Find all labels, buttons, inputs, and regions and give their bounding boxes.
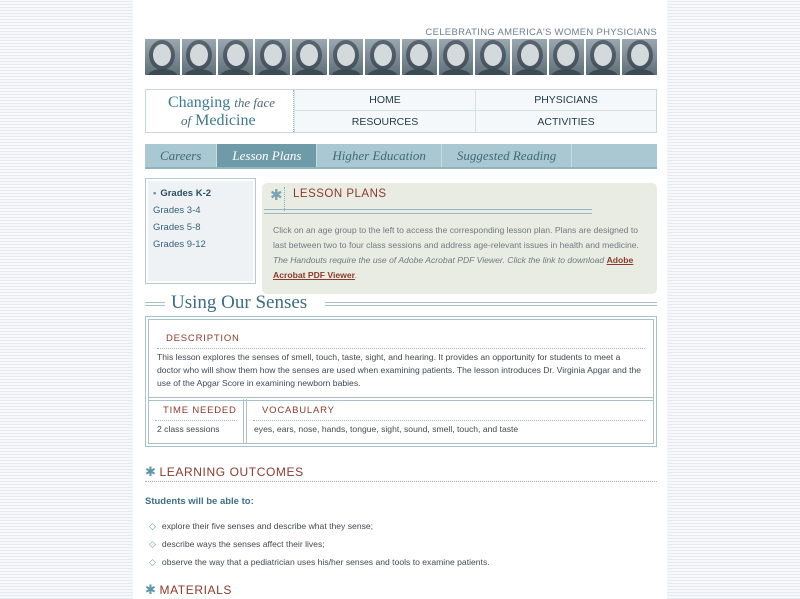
portrait-head [190,44,208,66]
acrobat-download-link[interactable]: Adobe Acrobat PDF Viewer [273,255,634,280]
grade-menu [145,178,256,284]
physician-portrait [218,39,253,75]
portrait-shoulders [147,69,178,75]
vocabulary-value: eyes, ears, nose, hands, tongue, sight, sound, smell, touch, and taste [254,424,519,434]
portrait-head [484,44,502,66]
portrait-shoulders [404,69,435,75]
lesson-title: Using Our Senses [171,292,308,313]
physician-portrait [329,39,364,75]
list-item [149,537,490,555]
list-item-text: explore their five senses and describe what they sense; [161,521,374,531]
divider [284,187,286,211]
bullet-icon: ◇ [149,539,156,549]
portrait-shoulders [514,69,545,75]
physician-portrait [182,39,217,75]
portrait-strip [145,39,657,75]
period: . [355,270,358,280]
list-item [149,519,490,537]
portrait-head [337,44,355,66]
site-header [145,89,657,133]
materials-label: MATERIALS [159,583,233,597]
divider [325,302,657,306]
physician-portrait [365,39,400,75]
bullet-icon: ◇ [149,521,156,531]
physician-portrait [512,39,547,75]
nav-activities[interactable]: ACTIVITIES [475,111,656,132]
portrait-shoulders [477,69,508,75]
portrait-shoulders [331,69,362,75]
site-logo[interactable] [146,90,294,132]
divider [264,209,592,214]
lesson-summary-box [145,316,657,447]
physician-portrait [549,39,584,75]
portrait-head [227,44,245,66]
portrait-head [521,44,539,66]
description-text: This lesson explores the senses of smell, touch, taste, sight, and hearing. It provides an opportunity for students to meet a doctor who will show them how the senses are used when examining patients. The lesson introduces Dr. Virginia Apgar and the use of the Apgar Score in examining newborn babies. [157,352,642,388]
divider [155,420,237,421]
portrait-head [557,44,575,66]
lesson-title-bar [145,294,657,314]
tagline: CELEBRATING AMERICA'S WOMEN PHYSICIANS [425,27,657,38]
physician-portrait [439,39,474,75]
section-tabs [145,144,657,169]
physician-portrait [292,39,327,75]
physician-portrait [255,39,290,75]
portrait-shoulders [551,69,582,75]
portrait-head [264,44,282,66]
logo-word-of: of [181,113,192,128]
page [133,0,667,599]
time-needed-value: 2 class sessions [157,424,220,434]
portrait-shoulders [624,69,655,75]
tab-higher-education[interactable]: Higher Education [317,144,442,167]
handouts-note: The Handouts require the use of Adobe Acrobat PDF Viewer. Click the link to download [273,255,605,265]
star-icon: ✱ [145,582,157,597]
logo-word-changing: Changing [168,94,231,111]
learning-outcomes-heading [145,464,304,480]
materials-heading [145,582,232,598]
portrait-head [631,44,649,66]
physician-portrait [402,39,437,75]
portrait-shoulders [441,69,472,75]
list-item-text: describe ways the senses affect their lives; [161,539,325,549]
portrait-head [153,44,171,66]
portrait-shoulders [588,69,619,75]
grade-link-9-12[interactable]: Grades 9-12 [153,239,206,250]
grade-link-3-4[interactable]: Grades 3-4 [153,205,201,216]
physician-portrait [475,39,510,75]
tab-careers[interactable]: Careers [145,144,217,167]
outcomes-lead: Students will be able to: [145,496,254,507]
list-item [149,555,490,573]
portrait-head [594,44,612,66]
portrait-shoulders [220,69,251,75]
vocabulary-heading: VOCABULARY [262,405,335,416]
divider [157,348,645,349]
nav-home[interactable]: HOME [294,90,475,111]
physician-portrait [586,39,621,75]
learning-outcomes-label: LEARNING OUTCOMES [159,465,304,479]
grade-link-k-2[interactable]: • Grades K-2 [153,185,248,202]
lesson-intro: Click on an age group to the left to access the corresponding lesson plan. Plans are designed to last between two to four class sessions and address age-relevant issues in health and medicine. [273,225,639,250]
divider [253,420,645,421]
logo-word-the-face: the face [234,95,276,110]
portrait-head [300,44,318,66]
physician-portrait [622,39,657,75]
divider [145,302,165,306]
time-needed-heading: TIME NEEDED [163,405,237,416]
star-icon: ✱ [270,187,283,204]
nav-resources[interactable]: RESOURCES [294,111,475,132]
portrait-shoulders [367,69,398,75]
portrait-shoulders [294,69,325,75]
portrait-head [447,44,465,66]
top-navigation [294,90,656,132]
lesson-plans-text [273,223,647,283]
divider [243,399,247,443]
portrait-head [374,44,392,66]
star-icon: ✱ [145,464,157,479]
lesson-plans-panel [262,183,657,294]
portrait-shoulders [184,69,215,75]
nav-physicians[interactable]: PHYSICIANS [475,90,656,111]
portrait-shoulders [257,69,288,75]
portrait-head [410,44,428,66]
divider [149,397,653,401]
tab-lesson-plans[interactable]: Lesson Plans [217,144,317,167]
tab-suggested-reading[interactable]: Suggested Reading [442,144,572,167]
grade-link-5-8[interactable]: Grades 5-8 [153,222,201,233]
divider [145,481,657,482]
lesson-plans-title: LESSON PLANS [293,188,387,200]
logo-word-medicine: Medicine [195,112,256,129]
bullet-icon: ◇ [149,557,156,567]
description-heading: DESCRIPTION [166,333,240,344]
physician-portrait [145,39,180,75]
list-item-text: observe the way that a pediatrician uses his/her senses and tools to examine patients. [161,557,490,567]
outcomes-list [149,519,490,573]
